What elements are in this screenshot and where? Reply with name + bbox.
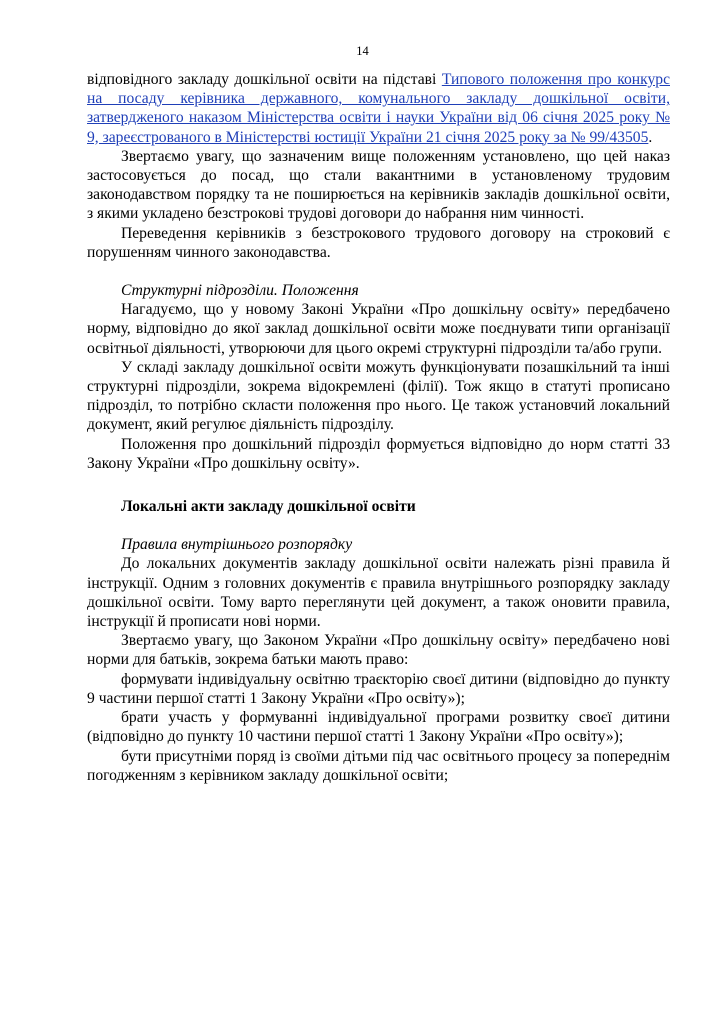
paragraph-structural-3: Положення про дошкільний підрозділ формується відповідно до норм статті 33 Закону України «Про дошкільну освіту». xyxy=(87,435,670,472)
page-number: 14 xyxy=(356,44,369,58)
paragraph-structural-2: У складі закладу дошкільної освіти можуть функціонувати позашкільний та інші структурні підрозділи, зокрема відокремлені (філії). Тож якщо в статуті прописано підрозділ, то потрібно скласти положення про нього. Це також установчий локальний документ, який регулює діяльність підрозділу. xyxy=(87,358,670,434)
document-body xyxy=(87,70,670,785)
paragraph-parent-right-3: бути присутніми поряд із своїми дітьми під час освітнього процесу за попереднім погодженням з керівником закладу дошкільної освіти; xyxy=(87,747,670,784)
paragraph-local-acts-2: Звертаємо увагу, що Законом України «Про дошкільну освіту» передбачено нові норми для батьків, зокрема батьки мають право: xyxy=(87,632,670,669)
section-heading-local-acts: Локальні акти закладу дошкільної освіти xyxy=(121,498,416,516)
spacer xyxy=(87,516,670,535)
regulation-link[interactable]: Типового положення про конкурс на посаду керівника державного, комунального закладу дошкільної освіти, затвердженого наказом Міністерства освіти і науки України від 06 січня 2025 року № 9, зареєстрованого в Міністерстві юстиції України 21 січня 2025 року за № 99/43505 xyxy=(87,71,670,146)
spacer xyxy=(87,262,670,281)
intro-lead-text: відповідного закладу дошкільної освіти на підставі xyxy=(87,71,442,88)
paragraph-structural-1: Нагадуємо, що у новому Законі України «Про дошкільну освіту» передбачено норму, відповідно до якої заклад дошкільної освіти може поєднувати типи організації освітньої діяльності, утворюючи для цього окремі структурні підрозділи та/або групи. xyxy=(87,301,670,357)
paragraph-local-acts-1: До локальних документів закладу дошкільної освіти належать різні правила й інструкції. Одним з головних документів є правила внутрішнього розпорядку закладу дошкільної освіти. Тому варто переглянути цей документ, а також оновити правила, інструкції й прописати нові норми. xyxy=(87,555,670,631)
section-heading-structural: Структурні підрозділи. Положення xyxy=(121,282,359,300)
intro-tail-text: . xyxy=(648,128,653,146)
intro-paragraph xyxy=(87,70,670,147)
paragraph-notice: Звертаємо увагу, що зазначеним вище положенням установлено, що цей наказ застосовується до посад, що стали вакантними в установленому трудовим законодавством порядку та не поширюється на керівників закладів дошкільної освіти, з якими укладено безстрокові трудові договори до набрання ним чинності. xyxy=(87,147,670,223)
paragraph-parent-right-1: формувати індивідуальну освітню траєкторію своєї дитини (відповідно до пункту 9 частини першої статті 1 Закону України «Про освіту»); xyxy=(87,670,670,707)
paragraph-transfer: Переведення керівників з безстрокового трудового договору на строковий є порушенням чинного законодавства. xyxy=(87,224,670,261)
subheading-internal-rules: Правила внутрішнього розпорядку xyxy=(121,536,353,554)
paragraph-parent-right-2: брати участь у формуванні індивідуальної програми розвитку своєї дитини (відповідно до пункту 10 частини першої статті 1 Закону України «Про освіту»); xyxy=(87,709,670,746)
spacer xyxy=(87,473,670,497)
